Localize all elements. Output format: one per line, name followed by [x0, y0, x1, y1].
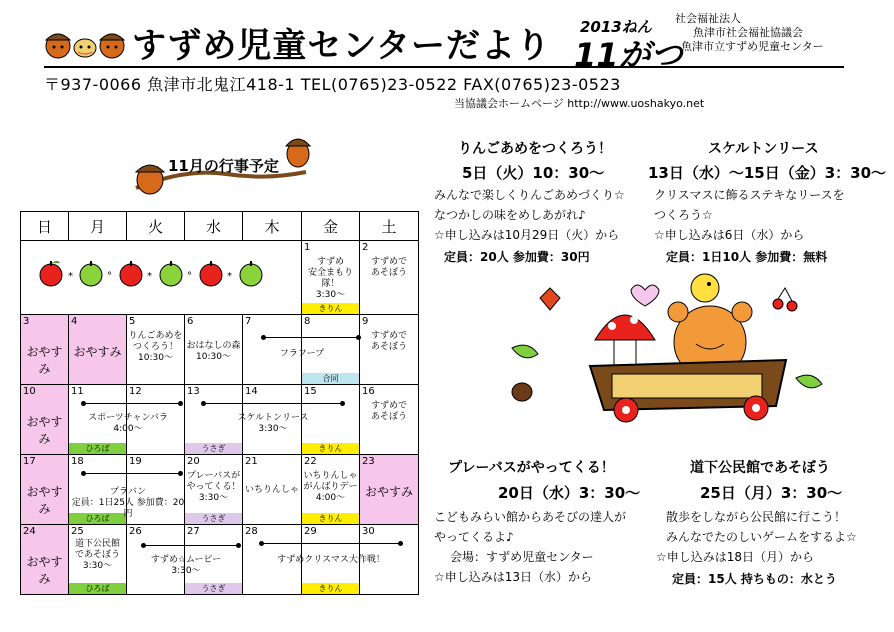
michishita-event-line: ☆申し込みは18日（月）から [656, 550, 815, 564]
group-tag: うさぎ [185, 513, 242, 524]
homepage-link[interactable]: 当協議会ホームページ http://www.uoshakyo.net [454, 97, 705, 110]
playbus-event-line: 会場：すずめ児童センター [450, 550, 594, 564]
acorn-icon [136, 165, 164, 194]
skeleton-event-line: クリスマスに飾るステキなリースを [654, 188, 845, 202]
day-cell[interactable] [127, 315, 185, 385]
michishita-event-line: みんなでたのしいゲームをするよ☆ [666, 530, 857, 544]
day-cell[interactable] [360, 315, 419, 385]
apple-event-detail: 定員：20人 参加費：30円 [444, 250, 590, 264]
chestnut-icon [512, 383, 532, 401]
day-number: 22 [304, 456, 317, 467]
apple-event-title: りんごあめをつくろう！ [458, 141, 612, 157]
newsletter-month: 11がつ [574, 36, 683, 74]
mascot-wagon-illustration [500, 268, 830, 428]
day-number: 15 [304, 386, 317, 397]
apple-icon [40, 261, 62, 286]
day-cell[interactable] [243, 315, 325, 385]
day-number: 14 [245, 386, 258, 397]
group-tag: ひろば [69, 583, 126, 594]
group-tag: きりん [302, 303, 359, 314]
day-number: 19 [129, 456, 142, 467]
event-calendar [20, 211, 419, 595]
acorn-icon [286, 139, 310, 167]
skeleton-event-date: 13日（水）〜15日（金）3：30〜 [648, 164, 887, 182]
wheel-icon [614, 398, 638, 422]
apple-icon [120, 261, 142, 286]
day-cell[interactable] [360, 385, 419, 455]
contact-address: 〒937-0066 魚津市北鬼江418-1 TEL(0765)23-0522 FAX(0765)23-0523 [44, 75, 621, 94]
svg-text:*: * [68, 271, 73, 282]
header-divider [44, 66, 844, 68]
event-span-line [263, 337, 359, 338]
day-number: 26 [129, 526, 142, 537]
skeleton-event-line: つくろう☆ [654, 208, 713, 222]
group-tag: うさぎ [185, 443, 242, 454]
day-event: プレーバスが やってくる！ 3:30〜 [186, 471, 241, 503]
org-line: 魚津市立すずめ児童センター [681, 40, 824, 53]
group-tag: 合同 [302, 373, 359, 384]
day-number: 13 [187, 386, 200, 397]
michishita-event-title: 道下公民館であそぼう [690, 460, 830, 476]
day-cell[interactable] [69, 315, 127, 385]
apple-icon [240, 261, 262, 286]
day-event: すずめ 安全まもり隊！ 3:30〜 [307, 257, 353, 300]
cherry-icon [773, 288, 797, 311]
apple-event-date: 5日（火）10：30〜 [462, 164, 605, 182]
weekday-sat: 土 [360, 212, 419, 241]
day-number: 20 [187, 456, 200, 467]
acorn-icon [100, 34, 124, 58]
svg-text:*: * [227, 271, 232, 282]
svg-text:°: ° [107, 271, 112, 282]
weekday-wed: 水 [185, 212, 243, 241]
weekday-header-row [21, 212, 419, 241]
closed-label: おやすみ [73, 345, 122, 359]
acorn-mascots-logo [42, 22, 128, 62]
weekday-fri: 金 [302, 212, 360, 241]
day-number: 24 [23, 526, 36, 537]
day-cell[interactable] [69, 525, 127, 595]
day-event: りんごあめを つくろう！ 10:30〜 [128, 331, 183, 363]
svg-text:°: ° [187, 271, 192, 282]
event-span-line [83, 473, 181, 474]
day-number: 9 [362, 316, 369, 327]
closed-label: おやすみ [26, 415, 63, 446]
day-cell[interactable] [21, 455, 69, 525]
day-number: 11 [71, 386, 84, 397]
day-number: 3 [23, 316, 30, 327]
apple-icon [160, 261, 182, 286]
newsletter-title: すずめ児童センターだより [132, 26, 551, 66]
mushroom-icon [595, 315, 655, 366]
playbus-event-line: こどもみらい館からあそびの達人が [434, 510, 627, 524]
schedule-title: 11月の行事予定 [168, 157, 279, 175]
closed-label: おやすみ [26, 345, 63, 376]
day-cell[interactable] [360, 455, 419, 525]
playbus-event-date: 20日（水）3：30〜 [498, 484, 641, 502]
day-number: 4 [71, 316, 78, 327]
acorn-icon [46, 34, 70, 58]
skeleton-event-title: スケルトンリース [708, 141, 819, 157]
bird-icon [691, 274, 719, 302]
day-cell[interactable] [185, 315, 243, 385]
weekday-sun: 日 [21, 212, 69, 241]
michishita-event-detail: 定員：15人 持ちもの：水とう [672, 572, 837, 586]
day-number: 23 [362, 456, 375, 467]
group-tag: きりん [302, 443, 359, 454]
calendar-week [21, 385, 419, 455]
leaf-icon [512, 345, 538, 358]
day-cell[interactable] [360, 241, 419, 315]
playbus-event-line: ☆申し込みは13日（水）から [434, 570, 593, 584]
weekday-mon: 月 [69, 212, 127, 241]
day-number: 27 [187, 526, 200, 537]
svg-text:*: * [147, 271, 152, 282]
day-number: 7 [245, 316, 252, 327]
day-cell[interactable] [243, 455, 302, 525]
playbus-event-line: やってくるよ♪ [434, 530, 514, 544]
day-number: 18 [71, 456, 84, 467]
day-event: すずめで あそぼう [370, 331, 408, 352]
leaf-icon [540, 288, 560, 310]
group-tag: きりん [302, 583, 359, 594]
org-line: 社会福祉法人 [675, 12, 741, 25]
day-number: 30 [362, 526, 375, 537]
heart-icon [631, 285, 659, 306]
day-cell[interactable] [21, 525, 69, 595]
day-number: 17 [23, 456, 36, 467]
closed-label: おやすみ [26, 555, 63, 586]
event-span-line [203, 403, 343, 404]
calendar-week [21, 455, 419, 525]
apple-icon [200, 261, 222, 286]
day-event: すずめで あそぼう [370, 257, 408, 278]
day-number: 29 [304, 526, 317, 537]
day-event: いちりんしゃ がんばりデー 4:00〜 [303, 471, 358, 503]
day-number: 6 [187, 316, 194, 327]
day-number: 25 [71, 526, 84, 537]
newsletter-year: 2013ねん [580, 18, 652, 36]
closed-label: おやすみ [26, 485, 63, 516]
organization-names [675, 12, 824, 54]
day-number: 21 [245, 456, 258, 467]
apple-decoration [21, 241, 302, 315]
day-number: 2 [362, 242, 369, 253]
leaf-icon [796, 375, 822, 388]
group-tag: きりん [302, 513, 359, 524]
group-tag: ひろば [69, 513, 126, 524]
wheel-icon [744, 396, 768, 420]
apple-event-line: なつかしの味をめしあがれ♪ [434, 208, 586, 222]
org-line: 魚津市社会福祉協議会 [693, 26, 803, 39]
event-span-line [261, 543, 401, 544]
day-number: 1 [304, 242, 311, 253]
calendar-week [21, 241, 419, 315]
day-number: 12 [129, 386, 142, 397]
apple-event-line: ☆申し込みは10月29日（火）から [434, 228, 620, 242]
event-span-line [83, 403, 181, 404]
day-number: 28 [245, 526, 258, 537]
apple-event-line: みんなで楽しくりんごあめづくり☆ [434, 188, 625, 202]
calendar-week [21, 315, 419, 385]
apple-icon [80, 261, 102, 286]
day-event: いちりんしゃ [244, 485, 299, 495]
group-tag: うさぎ [185, 583, 242, 594]
day-cell[interactable] [302, 241, 360, 315]
day-number: 10 [23, 386, 36, 397]
span-event-label: スケルトンリース 3:30〜 [237, 413, 309, 434]
span-event-label: すずめ☆ムービー 3:30〜 [150, 555, 222, 576]
bird-icon [74, 39, 96, 57]
day-number: 8 [304, 316, 311, 327]
day-event: おはなしの森 10:30〜 [186, 341, 241, 362]
weekday-tue: 火 [127, 212, 185, 241]
playbus-event-title: プレーバスがやってくる！ [448, 460, 615, 476]
span-event-label: すずめクリスマス大作戦！ [277, 555, 385, 565]
day-cell[interactable] [302, 455, 360, 525]
weekday-thu: 木 [243, 212, 302, 241]
span-event-label: プラバン 定員：1日25人 参加費：20円 [71, 487, 185, 519]
day-cell[interactable] [21, 315, 69, 385]
day-number: 16 [362, 386, 375, 397]
span-event-label: フラフープ [279, 349, 325, 359]
day-event: 道下公民館 であそぼう 3:30〜 [74, 539, 120, 571]
span-event-label: スポーツチャンバラ 4:00〜 [88, 413, 168, 434]
calendar-week [21, 525, 419, 595]
day-cell[interactable] [21, 385, 69, 455]
day-number: 5 [129, 316, 136, 327]
skeleton-event-line: ☆申し込みは6日（水）から [654, 228, 805, 242]
day-cell[interactable] [185, 455, 243, 525]
michishita-event-date: 25日（月）3：30〜 [700, 484, 843, 502]
group-tag: ひろば [69, 443, 126, 454]
michishita-event-line: 散歩をしながら公民館に行こう！ [666, 510, 847, 524]
skeleton-event-detail: 定員：1日10人 参加費：無料 [666, 250, 828, 264]
day-event: すずめで あそぼう [370, 401, 408, 422]
event-span-line [143, 545, 239, 546]
closed-label: おやすみ [364, 485, 413, 499]
